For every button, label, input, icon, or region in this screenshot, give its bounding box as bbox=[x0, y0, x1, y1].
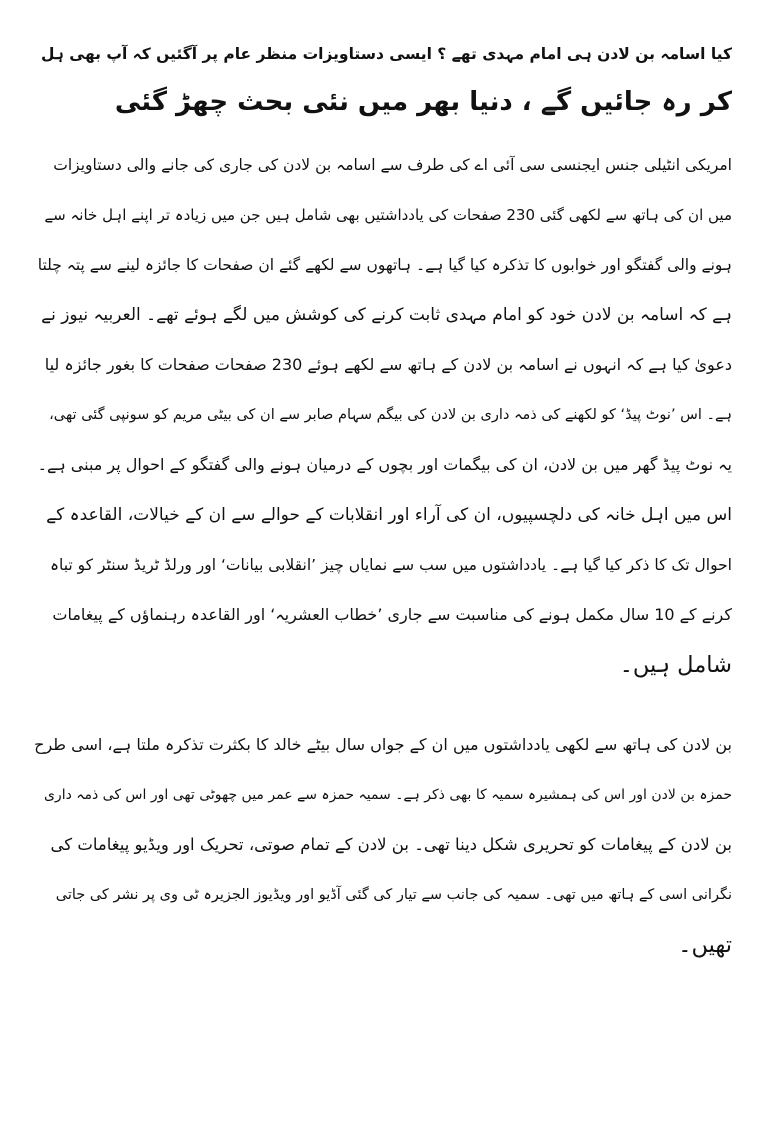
article-paragraph-1 bbox=[34, 140, 732, 690]
headline-line: کر رہ جائیں گے ، دنیا بھر میں نئی بحث چھڑ گئی bbox=[114, 87, 732, 117]
paragraph-line: یہ نوٹ پیڈ گھر میں بن لادن، ان کی بیگمات اور بچوں کے درمیان ہونے والی گفتگو کے احوال پر مبنی ہے۔ bbox=[37, 455, 732, 474]
paragraph-line: شامل ہیں۔ bbox=[619, 652, 732, 678]
article-paragraph-2 bbox=[34, 720, 732, 970]
paragraph-line: کرنے کے 10 سال مکمل ہونے کی مناسبت سے جاری ’خطاب العشریہ‘ اور القاعدہ رہنماؤں کے پیغامات bbox=[52, 605, 732, 624]
article-headline bbox=[34, 30, 732, 126]
paragraph-line: ہے کہ اسامہ بن لادن خود کو امام مہدی ثابت کرنے کی کوشش میں لگے ہوئے تھے۔ العربیہ نیوز نے bbox=[41, 305, 732, 325]
paragraph-line: اس میں اہل خانہ کی دلچسپیوں، ان کی آراء اور انقلابات کے حوالے سے ان کے خیالات، القاعدہ کے bbox=[46, 505, 732, 525]
paragraph-line: بن لادن کی ہاتھ سے لکھی یادداشتوں میں ان کے جواں سال بیٹے خالد کا بکثرت تذکرہ ملتا ہے، اسی طرح bbox=[34, 735, 732, 754]
paragraph-line: نگرانی اسی کے ہاتھ میں تھی۔ سمیہ کی جانب سے تیار کی گئی آڈیو اور ویڈیوز الجزیرہ ٹی وی پر نشر کی جاتی bbox=[55, 887, 732, 903]
paragraph-line: ہے۔ اس ’نوٹ پیڈ‘ کو لکھنے کی ذمہ داری بن لادن کی بیگم سہام صابر سے ان کی بیٹی مریم کو سونپی گئی تھی، bbox=[49, 407, 732, 423]
paragraph-line: امریکی انٹیلی جنس ایجنسی سی آئی اے کی طرف سے اسامہ بن لادن کی جاری کی جانے والی دستاویزات bbox=[53, 156, 732, 174]
paragraph-line: حمزہ بن لادن اور اس کی ہمشیرہ سمیہ کا بھی ذکر ہے۔ سمیہ حمزہ سے عمر میں چھوٹی تھی اور اس کی ذمہ داری bbox=[43, 787, 732, 803]
paragraph-line: تھیں۔ bbox=[678, 932, 732, 958]
paragraph-line: دعویٰ کیا ہے کہ انہوں نے اسامہ بن لادن کے ہاتھ سے لکھے ہوئے 230 صفحات صفحات کا بغور جائزہ لیا bbox=[44, 355, 732, 374]
paragraph-line: بن لادن کے پیغامات کو تحریری شکل دینا تھی۔ بن لادن کے تمام صوتی، تحریک اور ویڈیو پیغامات کی bbox=[50, 835, 732, 854]
paragraph-line: احوال تک کا ذکر کیا گیا ہے۔ یادداشتوں میں سب سے نمایاں چیز ’انقلابی بیانات‘ اور ورلڈ ٹریڈ سنٹر کو تباہ bbox=[49, 556, 732, 574]
paragraph-line: میں ان کی ہاتھ سے لکھی گئی 230 صفحات کی یادداشتیں بھی شامل ہیں جن میں زیادہ تر اپنے اہل خانہ سے bbox=[44, 206, 732, 224]
paragraph-line: ہونے والی گفتگو اور خوابوں کا تذکرہ کیا گیا ہے۔ ہاتھوں سے لکھے گئے ان صفحات کا جائزہ لینے سے پتہ چلتا bbox=[37, 256, 732, 274]
headline-line: کیا اسامہ بن لادن ہی امام مہدی تھے ؟ ایسی دستاویزات منظر عام پر آگئیں کہ آپ بھی ہل bbox=[40, 45, 732, 63]
